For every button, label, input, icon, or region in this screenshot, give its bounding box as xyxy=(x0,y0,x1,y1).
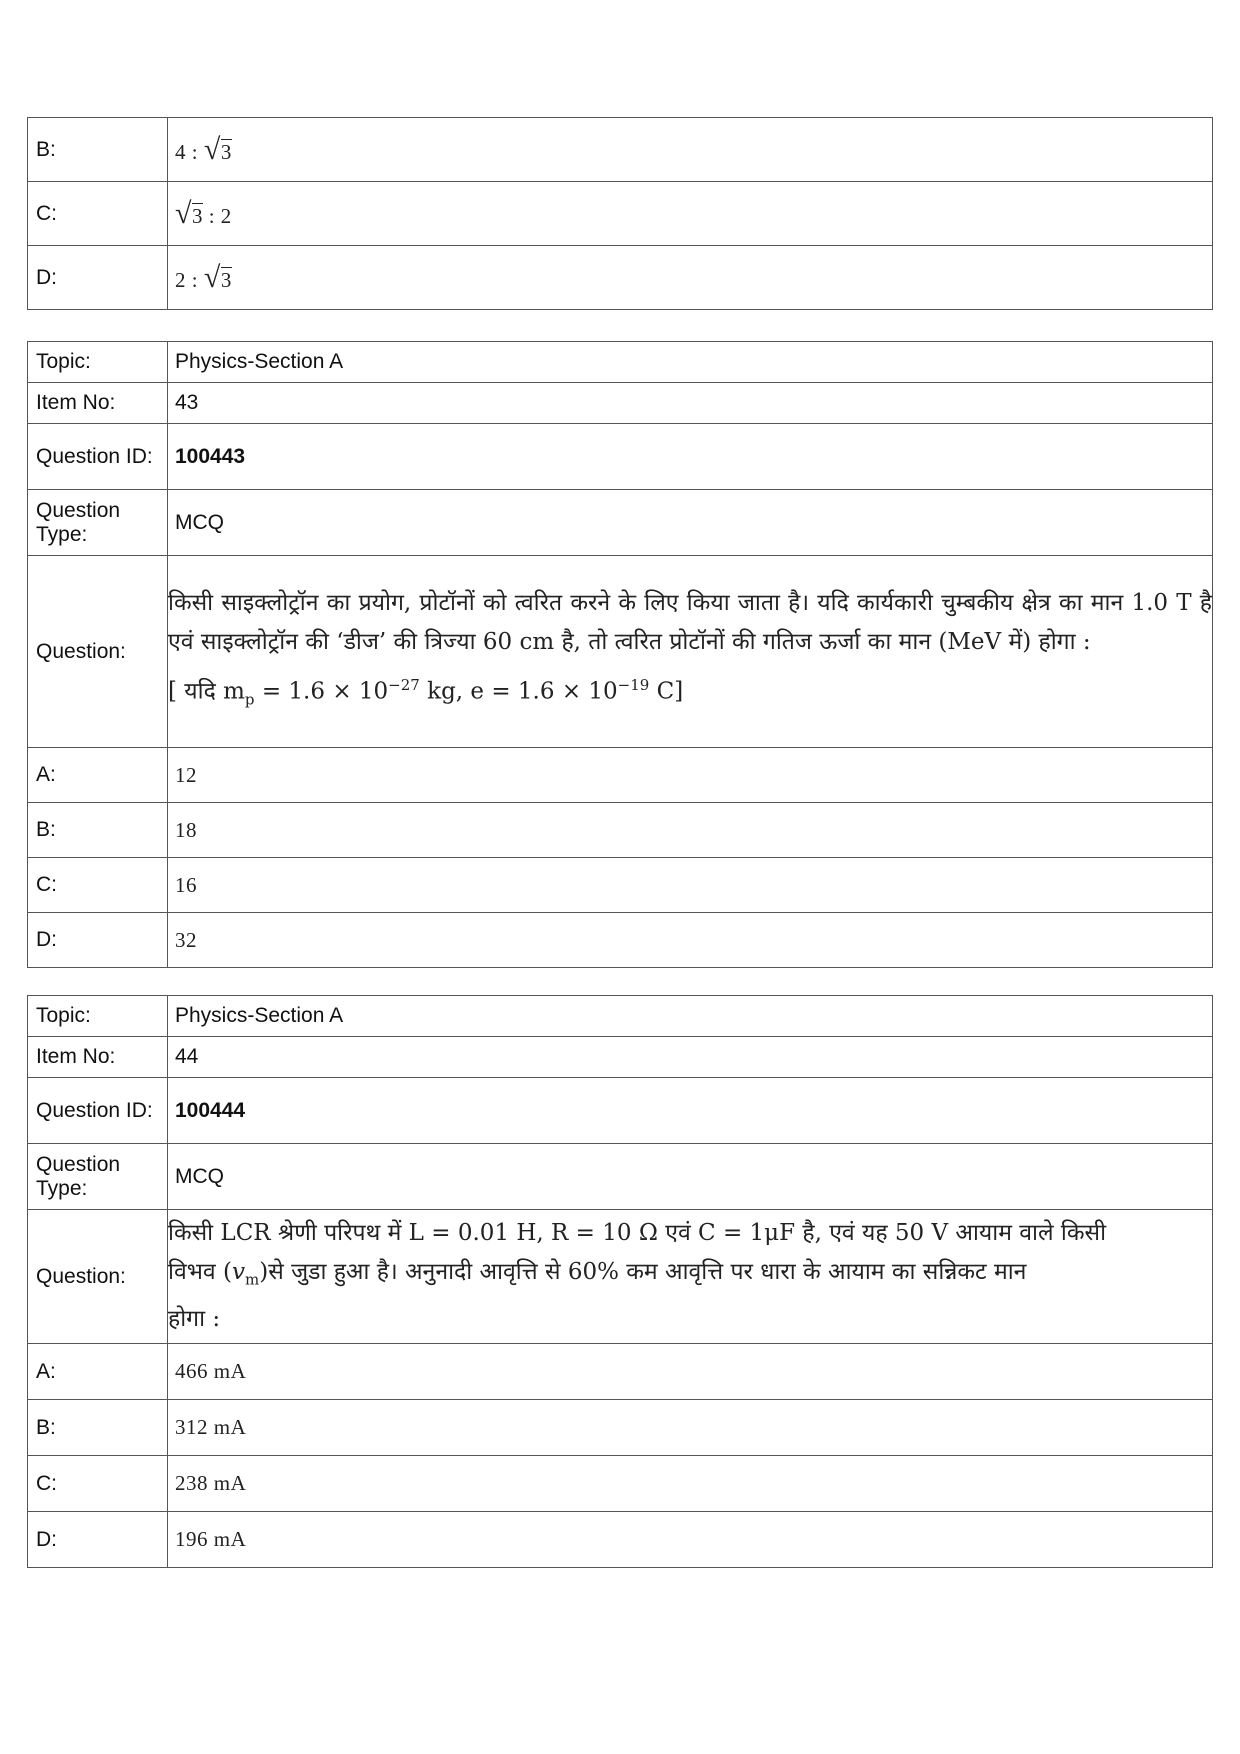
question-id-label: Question ID: xyxy=(28,424,168,490)
question-line-1: किसी LCR श्रेणी परिपथ में L = 0.01 H, R = 10 Ω एवं C = 1μF है, एवं यह 50 V आयाम वाले किसी xyxy=(168,1220,1107,1247)
question-line-2 xyxy=(168,1253,1212,1300)
topic-label: Topic: xyxy=(28,996,168,1037)
option-value xyxy=(168,118,1213,182)
question-type-label: Question Type: xyxy=(28,490,168,556)
option-row-a xyxy=(28,1344,1213,1400)
item-no-row xyxy=(28,383,1213,424)
option-row-c xyxy=(28,858,1213,913)
radicand: 3 xyxy=(191,203,203,228)
option-row-b xyxy=(28,118,1213,182)
option-row-a xyxy=(28,748,1213,803)
option-value xyxy=(168,246,1213,310)
option-value: 12 xyxy=(168,748,1213,803)
option-value: 196 mA xyxy=(168,1512,1213,1568)
radical-sign: √ xyxy=(203,260,221,294)
option-row-c xyxy=(28,182,1213,246)
question-type-row xyxy=(28,490,1213,556)
option-value xyxy=(168,182,1213,246)
prev-question-options-table xyxy=(27,117,1213,310)
question-row xyxy=(28,556,1213,748)
exponent-mass: −27 xyxy=(388,675,420,694)
question-id-row xyxy=(28,1078,1213,1144)
item-no-value: 43 xyxy=(168,383,1213,424)
question-line-3: होगा : xyxy=(168,1305,221,1332)
question-44-table xyxy=(27,995,1213,1568)
option-label: B: xyxy=(28,803,168,858)
line2-suffix: )से जुडा हुआ है। अनुनादी आवृत्ति से 60% कम आवृत्ति पर धारा के आयाम का सन्निकट मान xyxy=(259,1259,1027,1286)
line2-prefix: विभव ( xyxy=(168,1259,232,1286)
subscript-m: m xyxy=(245,1270,260,1289)
condition-close: C] xyxy=(649,678,684,705)
option-row-d xyxy=(28,1512,1213,1568)
question-label: Question: xyxy=(28,1210,168,1344)
item-no-label: Item No: xyxy=(28,1037,168,1078)
option-value: 238 mA xyxy=(168,1456,1213,1512)
option-label: B: xyxy=(28,118,168,182)
sqrt-expression xyxy=(175,197,203,231)
option-value: 312 mA xyxy=(168,1400,1213,1456)
symbol-v: v xyxy=(232,1259,245,1286)
option-label: D: xyxy=(28,1512,168,1568)
question-type-row xyxy=(28,1144,1213,1210)
exponent-charge: −19 xyxy=(617,675,650,694)
option-value: 32 xyxy=(168,913,1213,968)
topic-value: Physics-Section A xyxy=(168,342,1213,383)
option-row-d xyxy=(28,246,1213,310)
option-prefix: 4 : xyxy=(175,139,204,164)
option-label: D: xyxy=(28,913,168,968)
question-text xyxy=(168,1210,1213,1344)
condition-mass: = 1.6 × 10 xyxy=(254,678,389,705)
radical-sign: √ xyxy=(175,196,192,230)
question-type-value: MCQ xyxy=(168,490,1213,556)
question-type-value: MCQ xyxy=(168,1144,1213,1210)
question-id-row xyxy=(28,424,1213,490)
question-43-table xyxy=(27,341,1213,968)
question-label: Question: xyxy=(28,556,168,748)
option-value: 18 xyxy=(168,803,1213,858)
option-label: C: xyxy=(28,1456,168,1512)
option-value: 16 xyxy=(168,858,1213,913)
question-body: किसी साइक्लोट्रॉन का प्रयोग, प्रोटॉनों को त्वरित करने के लिए किया जाता है। यदि कार्यकारी चुम्बकीय क्षेत्र का मान 1.0 T है एवं साइक्लोट्रॉन की ‘डीज’ की त्रिज्या 60 cm है, तो त्वरित प्रोटॉनों की गतिज ऊर्जा का मान (MeV में) होगा : xyxy=(168,589,1212,655)
question-id-value: 100443 xyxy=(168,424,1213,490)
option-label: C: xyxy=(28,858,168,913)
question-text xyxy=(168,556,1213,748)
question-id-value: 100444 xyxy=(168,1078,1213,1144)
option-prefix: 2 : xyxy=(175,267,204,292)
topic-label: Topic: xyxy=(28,342,168,383)
option-label: A: xyxy=(28,748,168,803)
option-label: D: xyxy=(28,246,168,310)
option-label: B: xyxy=(28,1400,168,1456)
item-no-value: 44 xyxy=(168,1037,1213,1078)
question-type-label: Question Type: xyxy=(28,1144,168,1210)
option-label: A: xyxy=(28,1344,168,1400)
item-no-label: Item No: xyxy=(28,383,168,424)
option-suffix: : 2 xyxy=(202,203,232,228)
radical-sign: √ xyxy=(203,132,221,166)
option-label: C: xyxy=(28,182,168,246)
topic-row xyxy=(28,996,1213,1037)
condition-open: [ यदि m xyxy=(168,678,245,705)
topic-value: Physics-Section A xyxy=(168,996,1213,1037)
option-row-d xyxy=(28,913,1213,968)
radicand: 3 xyxy=(220,139,232,164)
topic-row xyxy=(28,342,1213,383)
sqrt-expression xyxy=(204,261,232,295)
condition-charge: kg, e = 1.6 × 10 xyxy=(419,678,618,705)
option-row-b xyxy=(28,1400,1213,1456)
subscript-p: p xyxy=(244,690,255,709)
option-row-c xyxy=(28,1456,1213,1512)
option-row-b xyxy=(28,803,1213,858)
question-id-label: Question ID: xyxy=(28,1078,168,1144)
question-condition xyxy=(168,666,1212,719)
sqrt-expression xyxy=(204,133,232,167)
item-no-row xyxy=(28,1037,1213,1078)
option-value: 466 mA xyxy=(168,1344,1213,1400)
question-row xyxy=(28,1210,1213,1344)
radicand: 3 xyxy=(220,267,232,292)
